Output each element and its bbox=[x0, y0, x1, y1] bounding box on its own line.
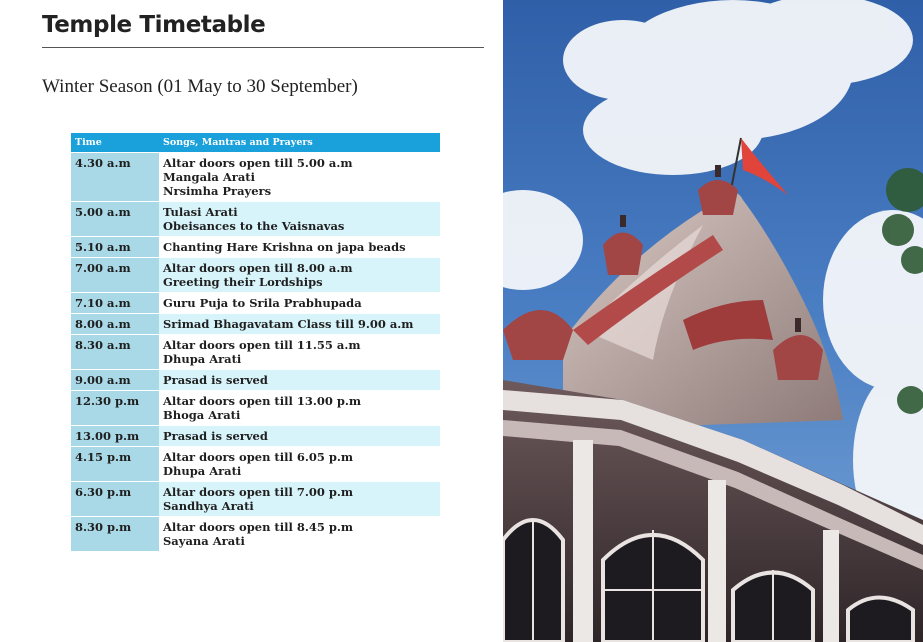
activity-line: Greeting their Lordships bbox=[163, 275, 323, 289]
table-row bbox=[71, 482, 440, 517]
activity-line: Sandhya Arati bbox=[163, 499, 254, 513]
activity-cell bbox=[159, 482, 440, 517]
time-cell: 7.10 a.m bbox=[71, 293, 159, 314]
temple-photo bbox=[503, 0, 923, 642]
activity-line: Prasad is served bbox=[163, 373, 268, 387]
table-row bbox=[71, 517, 440, 552]
activity-cell bbox=[159, 517, 440, 552]
table-row bbox=[71, 258, 440, 293]
activity-line: Altar doors open till 5.00 a.m bbox=[163, 156, 353, 170]
table-row bbox=[71, 293, 440, 314]
activity-cell bbox=[159, 335, 440, 370]
activity-line: Altar doors open till 11.55 a.m bbox=[163, 338, 361, 352]
activity-line: Altar doors open till 6.05 p.m bbox=[163, 450, 354, 464]
activity-line: Chanting Hare Krishna on japa beads bbox=[163, 240, 406, 254]
time-cell: 8.00 a.m bbox=[71, 314, 159, 335]
table-row bbox=[71, 391, 440, 426]
activity-line: Tulasi Arati bbox=[163, 205, 238, 219]
activity-line: Guru Puja to Srila Prabhupada bbox=[163, 296, 362, 310]
activity-line: Nrsimha Prayers bbox=[163, 184, 272, 198]
activity-line: Altar doors open till 13.00 p.m bbox=[163, 394, 362, 408]
table-row bbox=[71, 237, 440, 258]
header-activities: Songs, Mantras and Prayers bbox=[159, 133, 440, 153]
activity-cell bbox=[159, 293, 440, 314]
timetable bbox=[71, 133, 440, 552]
header-time: Time bbox=[71, 133, 159, 153]
title-divider bbox=[42, 47, 484, 48]
season-subtitle: Winter Season (01 May to 30 September) bbox=[42, 76, 358, 97]
activity-line: Altar doors open till 7.00 p.m bbox=[163, 485, 354, 499]
activity-line: Sayana Arati bbox=[163, 534, 245, 548]
time-cell: 5.10 a.m bbox=[71, 237, 159, 258]
activity-cell bbox=[159, 391, 440, 426]
activity-cell bbox=[159, 153, 440, 202]
activity-cell bbox=[159, 370, 440, 391]
activity-line: Bhoga Arati bbox=[163, 408, 241, 422]
activity-line: Prasad is served bbox=[163, 429, 268, 443]
activity-cell bbox=[159, 258, 440, 293]
activity-line: Dhupa Arati bbox=[163, 352, 242, 366]
table-row bbox=[71, 202, 440, 237]
activity-line: Altar doors open till 8.00 a.m bbox=[163, 261, 353, 275]
page-title: Temple Timetable bbox=[42, 12, 266, 38]
table-row bbox=[71, 335, 440, 370]
table-row bbox=[71, 370, 440, 391]
time-cell: 8.30 p.m bbox=[71, 517, 159, 552]
table-row bbox=[71, 426, 440, 447]
time-cell: 13.00 p.m bbox=[71, 426, 159, 447]
time-cell: 5.00 a.m bbox=[71, 202, 159, 237]
table-header-row bbox=[71, 133, 440, 153]
temple-illustration bbox=[503, 0, 923, 642]
time-cell: 4.30 a.m bbox=[71, 153, 159, 202]
table-row bbox=[71, 447, 440, 482]
activity-line: Mangala Arati bbox=[163, 170, 255, 184]
timetable-body bbox=[71, 153, 440, 552]
activity-cell bbox=[159, 314, 440, 335]
activity-cell bbox=[159, 202, 440, 237]
activity-line: Srimad Bhagavatam Class till 9.00 a.m bbox=[163, 317, 414, 331]
activity-cell bbox=[159, 237, 440, 258]
activity-cell bbox=[159, 447, 440, 482]
time-cell: 4.15 p.m bbox=[71, 447, 159, 482]
time-cell: 7.00 a.m bbox=[71, 258, 159, 293]
activity-cell bbox=[159, 426, 440, 447]
activity-line: Dhupa Arati bbox=[163, 464, 242, 478]
table-row bbox=[71, 314, 440, 335]
time-cell: 12.30 p.m bbox=[71, 391, 159, 426]
table-row bbox=[71, 153, 440, 202]
time-cell: 6.30 p.m bbox=[71, 482, 159, 517]
activity-line: Altar doors open till 8.45 p.m bbox=[163, 520, 354, 534]
time-cell: 9.00 a.m bbox=[71, 370, 159, 391]
activity-line: Obeisances to the Vaisnavas bbox=[163, 219, 345, 233]
time-cell: 8.30 a.m bbox=[71, 335, 159, 370]
